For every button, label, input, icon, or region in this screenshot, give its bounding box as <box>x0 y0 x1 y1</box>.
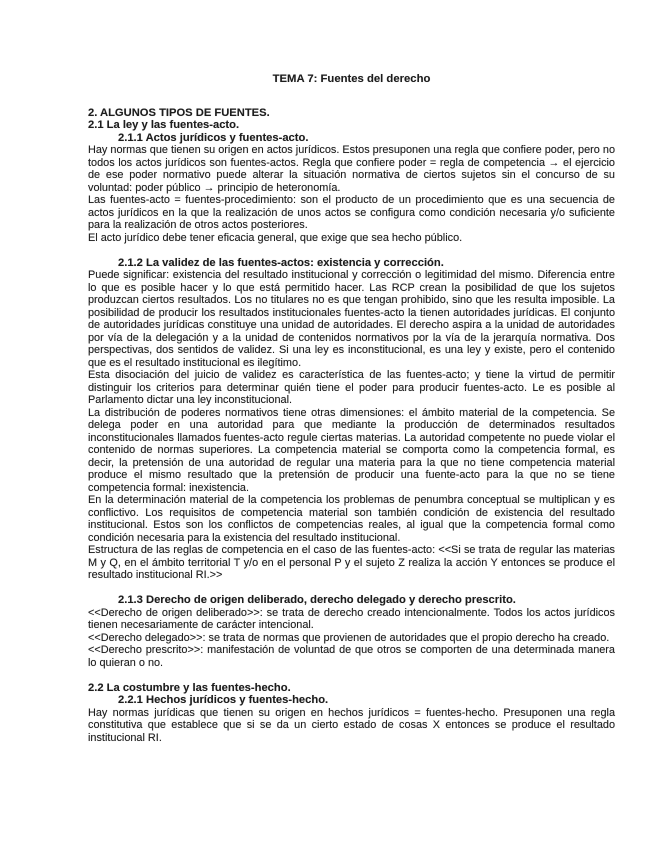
paragraph: Las fuentes-acto = fuentes-procedimiento: son el producto de un procedimiento que es una secuencia de actos jurídicos en la que la realización de unos actos se configura como condición necesaria y/o suficiente para la realización de otros actos posteriores. <box>88 194 615 231</box>
section-heading: 2.1 La ley y las fuentes-acto. <box>88 119 240 131</box>
section-heading: 2.2 La costumbre y las fuentes-hecho. <box>88 681 291 694</box>
paragraph: <<Derecho prescrito>>: manifestación de voluntad de que otros se comporten de una determinada manera lo quieran o no. <box>88 644 615 669</box>
paragraph: El acto jurídico debe tener eficacia general, que exige que sea hecho público. <box>88 231 463 244</box>
document-title: TEMA 7: Fuentes del derecho <box>272 73 431 85</box>
paragraph: La distribución de poderes normativos tiene otras dimensiones: el ámbito material de la competencia. Se delega poder en una autoridad para que mediante la producción de determinados resultados inconstitucionales llamados fuentes-acto regule ciertas materias. La autoridad competente no puede violar el contenido de normas superiores. La competencia material se comporta como la competencia formal, es decir, la pretensión de una autoridad de regular una materia para la que no tiene competencia material produce el mismo resultado que la pretensión de producir una fuente-acto para la que no se tiene competencia formal: inexistencia. <box>88 406 615 494</box>
paragraph: Esta disociación del juicio de validez es característica de las fuentes-acto; y tiene la virtud de permitir distinguir los criterios para determinar quién tiene el poder para producir fuentes-acto. Le es posible al Parlamento dictar una ley inconstitucional. <box>88 369 615 406</box>
paragraph: Hay normas que tienen su origen en actos jurídicos. Estos presuponen una regla que confiere poder, pero no todos los actos jurídicos son fuentes-actos. Regla que confiere poder = regla de competencia → el ejercicio de ese poder normativo puede alterar la situación normativa de ciertos sujetos sin el concurso de su voluntad: poder público → principio de heteronomía. <box>88 144 615 194</box>
paragraph: Puede significar: existencia del resultado institucional y corrección o legitimidad del mismo. Diferencia entre lo que es posible hacer y lo que está permitido hacer. Las RCP crean la posibilidad de que los sujetos produzcan ciertos resultados. Los no titulares no es que tengan prohibido, sino que les resulta imposible. La posibilidad de producir los resultados institucionales fuentes-acto la tienen autoridades jurídicas. El conjunto de autoridades jurídicas constituye una unidad de autoridades. El derecho aspira a la unidad de autoridades por vía de la delegación y a la unidad de contenidos normativos por la vía de la jerarquía normativa. Dos perspectivas, dos sentidos de validez. Si una ley es inconstitucional, es una ley y existe, pero el contenido que es el resultado institucional es ilegítimo. <box>88 269 615 369</box>
section-heading: 2.1.1 Actos jurídicos y fuentes-acto. <box>118 131 309 144</box>
section-heading: 2.1.3 Derecho de origen deliberado, derecho delegado y derecho prescrito. <box>118 594 516 606</box>
section-heading: 2.1.2 La validez de las fuentes-actos: existencia y corrección. <box>118 256 444 269</box>
paragraph: Estructura de las reglas de competencia en el caso de las fuentes-acto: <<Si se trata de regular las materias M y Q, en el ámbito territorial T y/o en el personal P y el sujeto Z realiza la acción Y entonces se produce el resultado institucional RI.>> <box>88 544 615 581</box>
paragraph: Hay normas jurídicas que tienen su origen en hechos jurídicos = fuentes-hecho. Presuponen una regla constitutiva que establece que si se da un cierto estado de cosas X entonces se produce el resultado institucional RI. <box>88 706 615 744</box>
section-heading: 2.2.1 Hechos jurídicos y fuentes-hecho. <box>118 694 329 706</box>
document-body <box>88 107 615 745</box>
paragraph: En la determinación material de la competencia los problemas de penumbra conceptual se multiplican y es conflictivo. Los requisitos de competencia material son también condición de existencia del resultado institucional. Estos son los conflictos de competencias reales, al igual que la competencia formal como condición necesaria para la existencia del resultado institucional. <box>88 494 615 544</box>
paragraph: <<Derecho de origen deliberado>>: se trata de derecho creado intencionalmente. Todos los actos jurídicos tienen necesariamente de carácter intencional. <box>88 606 615 631</box>
paragraph: <<Derecho delegado>>: se trata de normas que provienen de autoridades que el propio derecho ha creado. <box>88 631 610 644</box>
section-heading: 2. ALGUNOS TIPOS DE FUENTES. <box>88 106 270 119</box>
